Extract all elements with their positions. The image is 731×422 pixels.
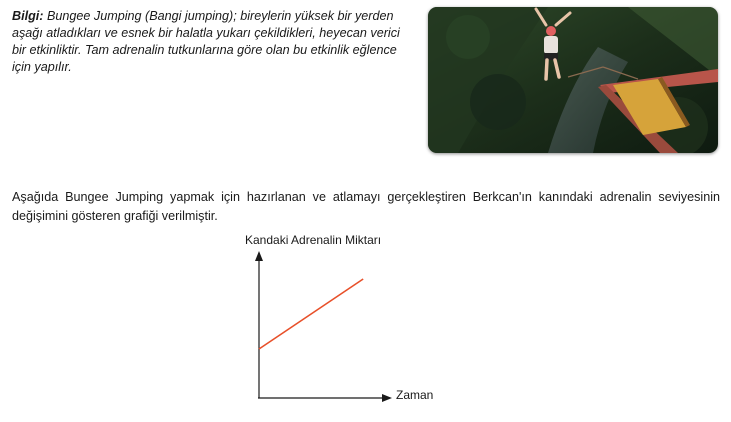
question-text: Aşağıda Bungee Jumping yapmak için hazırlanan ve atlamayı gerçekleştiren Berkcan'ın kanındaki adrenalin seviyesinin değişimini gösteren grafiği verilmiştir. <box>12 190 720 223</box>
info-label: Bilgi: <box>12 9 44 23</box>
info-text: Bungee Jumping (Bangi jumping); bireylerin yüksek bir yerden aşağı atladıkları ve esnek bir halatla yukarı çekildikleri, heyecan verici bir etkinliktir. Tam adrenalin tutkunlarına göre olan bu etkinlik eğlence için yapılır. <box>12 9 400 74</box>
chart-xlabel: Zaman <box>396 388 434 402</box>
chart-ylabel: Kandaki Adrenalin Miktarı <box>245 233 382 247</box>
x-axis-arrow <box>382 394 392 402</box>
adrenaline-series-line <box>259 279 363 349</box>
y-axis-arrow <box>255 251 263 261</box>
info-box <box>12 8 402 76</box>
adrenaline-chart <box>220 228 450 413</box>
bungee-jump-photo <box>428 7 718 153</box>
